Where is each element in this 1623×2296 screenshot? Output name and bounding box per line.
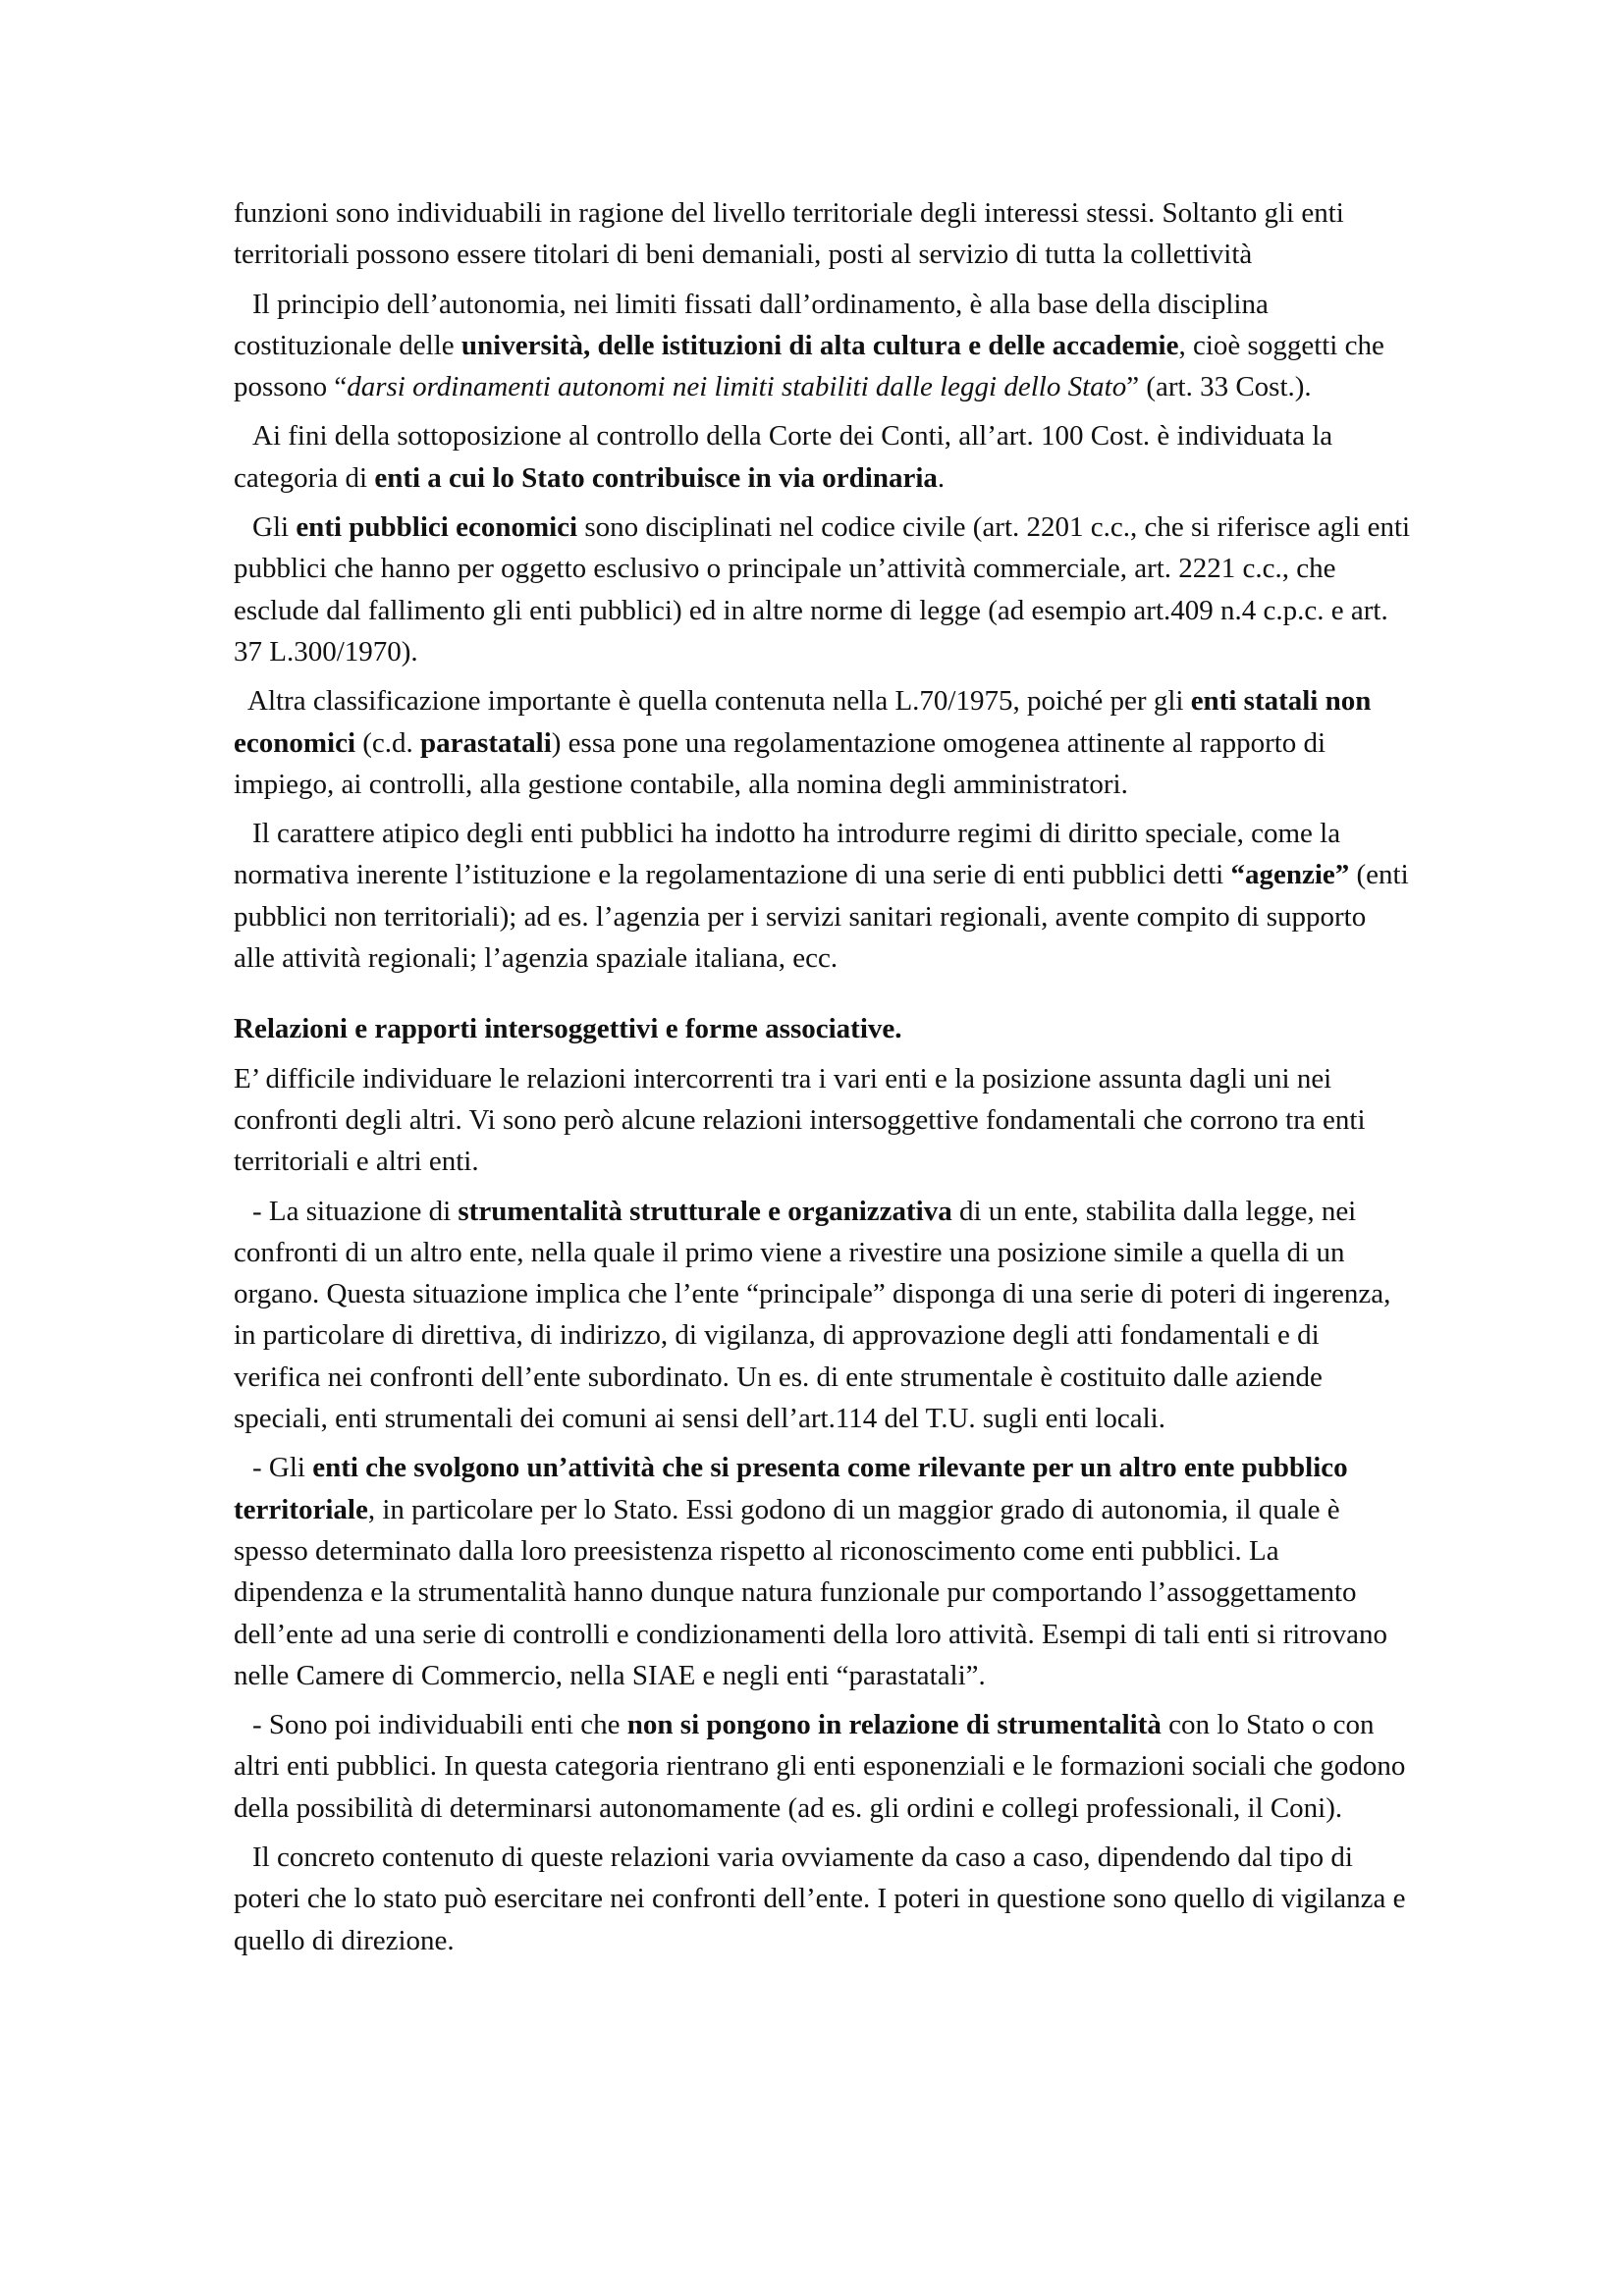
paragraph-9-text-b: , in particolare per lo Stato. Essi godono di un maggior grado di autonomia, il quale è spesso determinato dalla loro preesistenza rispetto al riconoscimento come enti pubblici. La dipendenza e la strumentalità hanno dunque natura funzionale pur comportando l’assoggettamento dell’ente ad una serie di controlli e condizionamenti della loro attività. Esempi di tali enti si ritrovano nelle Camere di Commercio, nella SIAE e negli enti “parastatali”. <box>234 1493 1387 1691</box>
paragraph-7-text: E’ difficile individuare le relazioni intercorrenti tra i vari enti e la posizione assunta dagli uni nei confronti degli altri. Vi sono però alcune relazioni intersoggettive fondamentali che corrono tra enti territoriali e altri enti. <box>234 1062 1366 1178</box>
paragraph-3-text-a: Ai fini della sottoposizione al controllo della Corte dei Conti, all’art. 100 Cost. è individuata la categoria di <box>234 420 1333 494</box>
paragraph-8 <box>234 1191 1412 1440</box>
paragraph-9-bold: enti che svolgono un’attività che si presenta come rilevante per un altro ente pubblico territoriale <box>234 1452 1348 1525</box>
paragraph-4 <box>234 507 1412 672</box>
paragraph-4-bold: enti pubblici economici <box>296 511 578 544</box>
paragraph-1 <box>234 192 1412 276</box>
paragraph-8-text-b: di un ente, stabilita dalla legge, nei confronti di un altro ente, nella quale il primo viene a rivestire una posizione simile a quella di un organo. Questa situazione implica che l’ente “principale” disponga di una serie di poteri di ingerenza, in particolare di direttiva, di indirizzo, di vigilanza, di approvazione degli atti fondamentali e di verifica nei confronti dell’ente subordinato. Un es. di ente strumentale è costituito dalle aziende speciali, enti strumentali dei comuni ai sensi dell’art.114 del T.U. sugli enti locali. <box>234 1195 1391 1435</box>
paragraph-6 <box>234 813 1412 979</box>
paragraph-2-text-a: Il principio dell’autonomia, nei limiti fissati dall’ordinamento, è alla base della disciplina costituzionale delle <box>234 288 1269 361</box>
paragraph-1-text: funzioni sono individuabili in ragione del livello territoriale degli interessi stessi. Soltanto gli enti territoriali possono essere titolari di beni demaniali, posti al servizio di tutta la collettività <box>234 197 1344 271</box>
paragraph-5-bold-a: enti statali non economici <box>234 685 1372 759</box>
paragraph-4-text-a: Gli <box>252 511 297 544</box>
paragraph-10-bold: non si pongono in relazione di strumentalità <box>626 1709 1162 1741</box>
paragraph-6-bold: “agenzie” <box>1230 859 1350 891</box>
paragraph-11 <box>234 1837 1412 1961</box>
paragraph-2-text-b: , cioè soggetti che possono “ <box>234 329 1384 403</box>
paragraph-2-text-c: ” (art. 33 Cost.). <box>1126 371 1312 403</box>
paragraph-2-bold: università, delle istituzioni di alta cultura e delle accademie <box>460 329 1179 361</box>
paragraph-10 <box>234 1704 1412 1829</box>
document-page <box>234 192 1412 1969</box>
paragraph-2-quote: darsi ordinamenti autonomi nei limiti stabiliti dalle leggi dello Stato <box>347 371 1127 403</box>
paragraph-11-text: Il concreto contenuto di queste relazioni varia ovviamente da caso a caso, dipendendo dal tipo di poteri che lo stato può esercitare nei confronti dell’ente. I poteri in questione sono quello di vigilanza e quello di direzione. <box>234 1841 1406 1956</box>
section-heading: Relazioni e rapporti intersoggettivi e forme associative. <box>234 1013 902 1045</box>
paragraph-9 <box>234 1447 1412 1696</box>
paragraph-3-bold: enti a cui lo Stato contribuisce in via ordinaria <box>374 461 938 494</box>
paragraph-3-text-b: . <box>937 461 946 494</box>
paragraph-5-bold-b: parastatali <box>420 726 552 759</box>
paragraph-9-text-a: - Gli <box>252 1452 313 1484</box>
paragraph-5-text-c: ) essa pone una regolamentazione omogenea attinente al rapporto di impiego, ai controlli, alla gestione contabile, alla nomina degli amministratori. <box>234 726 1326 800</box>
paragraph-5 <box>234 680 1412 805</box>
paragraph-5-text-b: (c.d. <box>355 726 421 759</box>
paragraph-4-text-b: sono disciplinati nel codice civile (art. 2201 c.c., che si riferisce agli enti pubblici che hanno per oggetto esclusivo o principale un’attività commerciale, art. 2221 c.c., che esclude dal fallimento gli enti pubblici) ed in altre norme di legge (ad esempio art.409 n.4 c.p.c. e art. 37 L.300/1970). <box>234 511 1411 667</box>
paragraph-3 <box>234 415 1412 499</box>
paragraph-10-text-b: con lo Stato o con altri enti pubblici. In questa categoria rientrano gli enti esponenziali e le formazioni sociali che godono della possibilità di determinarsi autonomamente (ad es. gli ordini e collegi professionali, il Coni). <box>234 1709 1406 1824</box>
paragraph-10-text-a: - Sono poi individuabili enti che <box>252 1709 627 1741</box>
paragraph-8-text-a: - La situazione di <box>252 1195 459 1227</box>
paragraph-2 <box>234 284 1412 408</box>
paragraph-5-text-a: Altra classificazione importante è quella contenuta nella L.70/1975, poiché per gli <box>247 685 1191 718</box>
paragraph-8-bold: strumentalità strutturale e organizzativa <box>458 1195 952 1227</box>
paragraph-7 <box>234 1058 1412 1183</box>
paragraph-6-text-b: (enti pubblici non territoriali); ad es. l’agenzia per i servizi sanitari regionali, avente compito di supporto alle attività regionali; l’agenzia spaziale italiana, ecc. <box>234 859 1409 975</box>
paragraph-6-text-a: Il carattere atipico degli enti pubblici ha indotto ha introdurre regimi di diritto speciale, come la normativa inerente l’istituzione e la regolamentazione di una serie di enti pubblici detti <box>234 818 1341 891</box>
